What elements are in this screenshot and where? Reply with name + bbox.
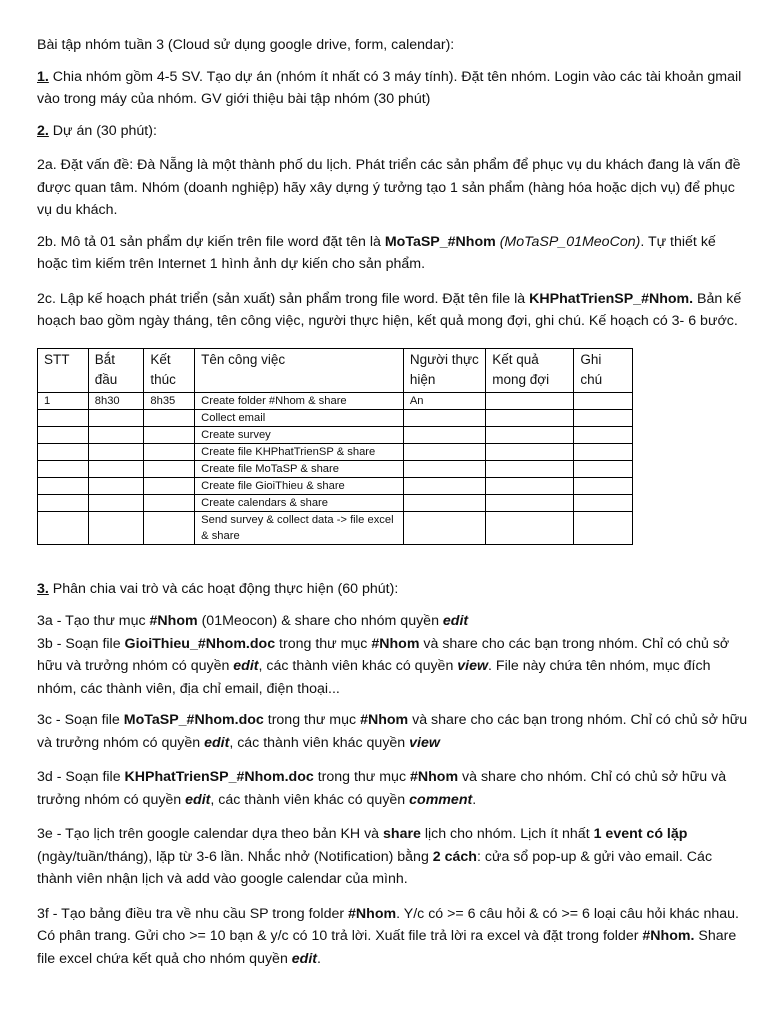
cell-end: 8h35 [144, 392, 195, 409]
table-row [38, 494, 633, 511]
cell-note [574, 494, 633, 511]
s2b-filename: MoTaSP_#Nhom [384, 233, 496, 250]
s3d-folder: #Nhom [410, 769, 459, 785]
plan-table [37, 348, 633, 545]
cell-end [144, 511, 195, 544]
cell-task: Create file MoTaSP & share [195, 460, 404, 477]
s2b-example: (MoTaSP_01MeoCon) [499, 233, 641, 250]
cell-assignee [403, 443, 485, 460]
cell-note [574, 443, 633, 460]
s3c-text-1: 3c - Soạn file [37, 712, 124, 728]
cell-task: Create folder #Nhom & share [195, 392, 404, 409]
cell-stt [38, 409, 89, 426]
s3c-text-4: , các thành viên khác quyền [229, 734, 410, 751]
s3c-filename: MoTaSP_#Nhom.doc [123, 712, 264, 728]
cell-start: 8h30 [88, 392, 144, 409]
cell-stt [38, 426, 89, 443]
cell-stt [38, 443, 89, 460]
s2c-filename: KHPhatTrienSP_#Nhom. [529, 290, 694, 307]
cell-end [144, 443, 195, 460]
section-3c [37, 709, 750, 754]
table-row [38, 409, 633, 426]
table-row [38, 477, 633, 494]
cell-assignee [403, 460, 485, 477]
table-row [38, 426, 633, 443]
cell-start [88, 477, 144, 494]
cell-assignee: An [403, 392, 485, 409]
cell-note [574, 409, 633, 426]
section-2-text: Dự án (30 phút): [48, 122, 157, 139]
table-row [38, 443, 633, 460]
section-2a: 2a. Đặt vấn đề: Đà Nẵng là một thành phố du lịch. Phát triển các sản phẩm để phục vụ du khách đang là vấn đề được quan tâm. Nhóm (doanh nghiệp) hãy xây dựng ý tưởng tạo 1 sản phẩm (hàng hóa hoặc dịch vụ) để phục vụ du khách. [37, 157, 741, 218]
cell-expected [486, 392, 574, 409]
section-2-number: 2. [37, 122, 49, 139]
cell-note [574, 511, 633, 544]
cell-stt: 1 [38, 392, 89, 409]
cell-note [574, 392, 633, 409]
section-2 [37, 120, 750, 143]
section-3e [37, 823, 750, 891]
s3b-edit: edit [233, 658, 259, 674]
cell-stt [38, 460, 89, 477]
s3d-text-1: 3d - Soạn file [37, 769, 125, 785]
header-assignee: Người thực hiện [403, 348, 485, 392]
cell-assignee [403, 511, 485, 544]
cell-start [88, 443, 144, 460]
s3d-text-3: và share cho nhóm. Chỉ có chủ sở hữu và trưởng nhóm có quyền [37, 769, 727, 808]
s3e-text-2: lịch cho nhóm. Lịch ít nhất [420, 826, 594, 842]
plan-table-header-row [38, 348, 633, 392]
cell-end [144, 426, 195, 443]
cell-end [144, 494, 195, 511]
s3b-text-4: , các thành viên khác có quyền [258, 658, 458, 674]
s3e-event: 1 event có lặp [593, 826, 688, 842]
cell-start [88, 494, 144, 511]
s3f-text-3: Share file excel chứa kết quả cho nhóm quyền [37, 928, 737, 967]
section-3f [37, 903, 750, 971]
s3f-folder-1: #Nhom [348, 905, 397, 922]
cell-expected [486, 494, 574, 511]
s3b-view: view [457, 658, 489, 674]
section-3-text: Phân chia vai trò và các hoạt động thực hiện (60 phút): [48, 580, 399, 597]
cell-stt [38, 511, 89, 544]
cell-end [144, 409, 195, 426]
cell-assignee [403, 409, 485, 426]
s3e-text-3: (ngày/tuần/tháng), lặp từ 3-6 lần. Nhắc nhở (Notification) bằng [37, 848, 433, 865]
s3c-text-2: trong thư mục [263, 712, 361, 728]
cell-expected [486, 426, 574, 443]
s3c-edit: edit [204, 734, 230, 751]
cell-assignee [403, 426, 485, 443]
s3a-text-1: 3a - Tạo thư mục [37, 613, 150, 629]
s3b-text-2: trong thư mục [275, 635, 372, 652]
cell-task: Create file GioiThieu & share [195, 477, 404, 494]
cell-assignee [403, 477, 485, 494]
table-row [38, 511, 633, 544]
cell-task: Create file KHPhatTrienSP & share [195, 443, 404, 460]
header-end: Kết thúc [144, 348, 195, 392]
s3b-folder: #Nhom [371, 635, 420, 652]
header-start: Bắt đầu [88, 348, 144, 392]
cell-task: Send survey & collect data -> file excel & share [195, 511, 404, 544]
s3f-edit: edit [291, 950, 318, 967]
cell-expected [486, 443, 574, 460]
s3e-ways: 2 cách [432, 848, 477, 865]
s3d-edit: edit [185, 791, 211, 808]
section-1 [37, 66, 750, 111]
section-3b [37, 633, 750, 701]
cell-start [88, 511, 144, 544]
cell-end [144, 460, 195, 477]
cell-note [574, 477, 633, 494]
header-task: Tên công việc [195, 348, 404, 392]
s2c-text-2: Bản kế hoạch bao gồm ngày tháng, tên công việc, người thực hiện, kết quả mong đợi, ghi chú. Kế hoạch có 3- 6 bước. [37, 290, 742, 329]
s3f-text-4: . [317, 950, 321, 967]
s3d-text-2: trong thư mục [313, 769, 410, 785]
header-note: Ghi chú [574, 348, 633, 392]
s3b-text-1: 3b - Soạn file [37, 635, 125, 652]
s3c-text-3: và share cho các bạn trong nhóm. Chỉ có chủ sở hữu và trưởng nhóm có quyền [37, 712, 748, 751]
cell-expected [486, 409, 574, 426]
cell-task: Create calendars & share [195, 494, 404, 511]
s2b-text-1: 2b. Mô tả 01 sản phẩm dự kiến trên file word đặt tên là [37, 233, 385, 250]
s3e-share: share [383, 826, 421, 842]
cell-assignee [403, 494, 485, 511]
s3d-filename: KHPhatTrienSP_#Nhom.doc [124, 769, 314, 785]
header-expected: Kết quả mong đợi [486, 348, 574, 392]
cell-task: Create survey [195, 426, 404, 443]
s2c-text-1: 2c. Lập kế hoạch phát triển (sản xuất) sản phẩm trong file word. Đặt tên file là [37, 290, 530, 307]
s3b-text-5: . File này chứa tên nhóm, mục đích nhóm, các thành viên, địa chỉ email, điện thoại... [37, 658, 711, 697]
s3f-folder-2: #Nhom. [642, 928, 695, 944]
section-3-number: 3. [37, 580, 49, 597]
s2b-text-2: . Tự thiết kế hoặc tìm kiếm trên Internet 1 hình ảnh dự kiến cho sản phẩm. [37, 233, 716, 272]
cell-end [144, 477, 195, 494]
section-3d [37, 766, 750, 811]
s3a-permission: edit [442, 613, 469, 629]
s3c-view: view [409, 734, 440, 751]
s3f-text-2: . Y/c có >= 6 câu hỏi & có >= 6 loại câu hỏi khác nhau. Có phân trang. Gửi cho >= 10 bạn & y/c có 10 trả lời. Xuất file trả lời ra excel và đặt trong folder [37, 905, 739, 944]
cell-start [88, 426, 144, 443]
cell-expected [486, 460, 574, 477]
table-row [38, 460, 633, 477]
section-1-text: Chia nhóm gồm 4-5 SV. Tạo dự án (nhóm ít nhất có 3 máy tính). Đặt tên nhóm. Login vào các tài khoản gmail vào trong máy của nhóm. GV giới thiệu bài tập nhóm (30 phút) [37, 68, 742, 107]
s3d-text-4: , các thành viên khác có quyền [210, 791, 410, 808]
section-2c [37, 288, 750, 333]
s3a-folder: #Nhom [149, 613, 198, 629]
cell-stt [38, 494, 89, 511]
section-3 [37, 578, 750, 601]
s3d-comment: comment [409, 791, 473, 808]
header-stt: STT [38, 348, 89, 392]
s3c-folder: #Nhom [360, 712, 409, 728]
cell-note [574, 460, 633, 477]
s3e-text-1: 3e - Tạo lịch trên google calendar dựa theo bản KH và [37, 826, 384, 842]
section-3a [37, 610, 750, 633]
s3a-text-2: (01Meocon) & share cho nhóm quyền [197, 613, 443, 629]
s3b-filename: GioiThieu_#Nhom.doc [124, 635, 276, 652]
cell-start [88, 460, 144, 477]
doc-title: Bài tập nhóm tuần 3 (Cloud sử dụng google drive, form, calendar): [37, 37, 455, 53]
s3d-text-5: . [472, 791, 477, 808]
s3b-text-3: và share cho các bạn trong nhóm. Chỉ có chủ sở hữu và trưởng nhóm có quyền [37, 635, 730, 674]
s3f-text-1: 3f - Tạo bảng điều tra về nhu cầu SP trong folder [37, 905, 349, 922]
cell-expected [486, 477, 574, 494]
cell-stt [38, 477, 89, 494]
cell-expected [486, 511, 574, 544]
s3e-text-4: : cửa sổ pop-up & gửi vào email. Các thành viên nhận lịch và add vào google calendar của mình. [37, 848, 713, 887]
section-1-number: 1. [37, 68, 49, 85]
table-row [38, 392, 633, 409]
cell-task: Collect email [195, 409, 404, 426]
cell-note [574, 426, 633, 443]
section-2b [37, 231, 750, 276]
cell-start [88, 409, 144, 426]
